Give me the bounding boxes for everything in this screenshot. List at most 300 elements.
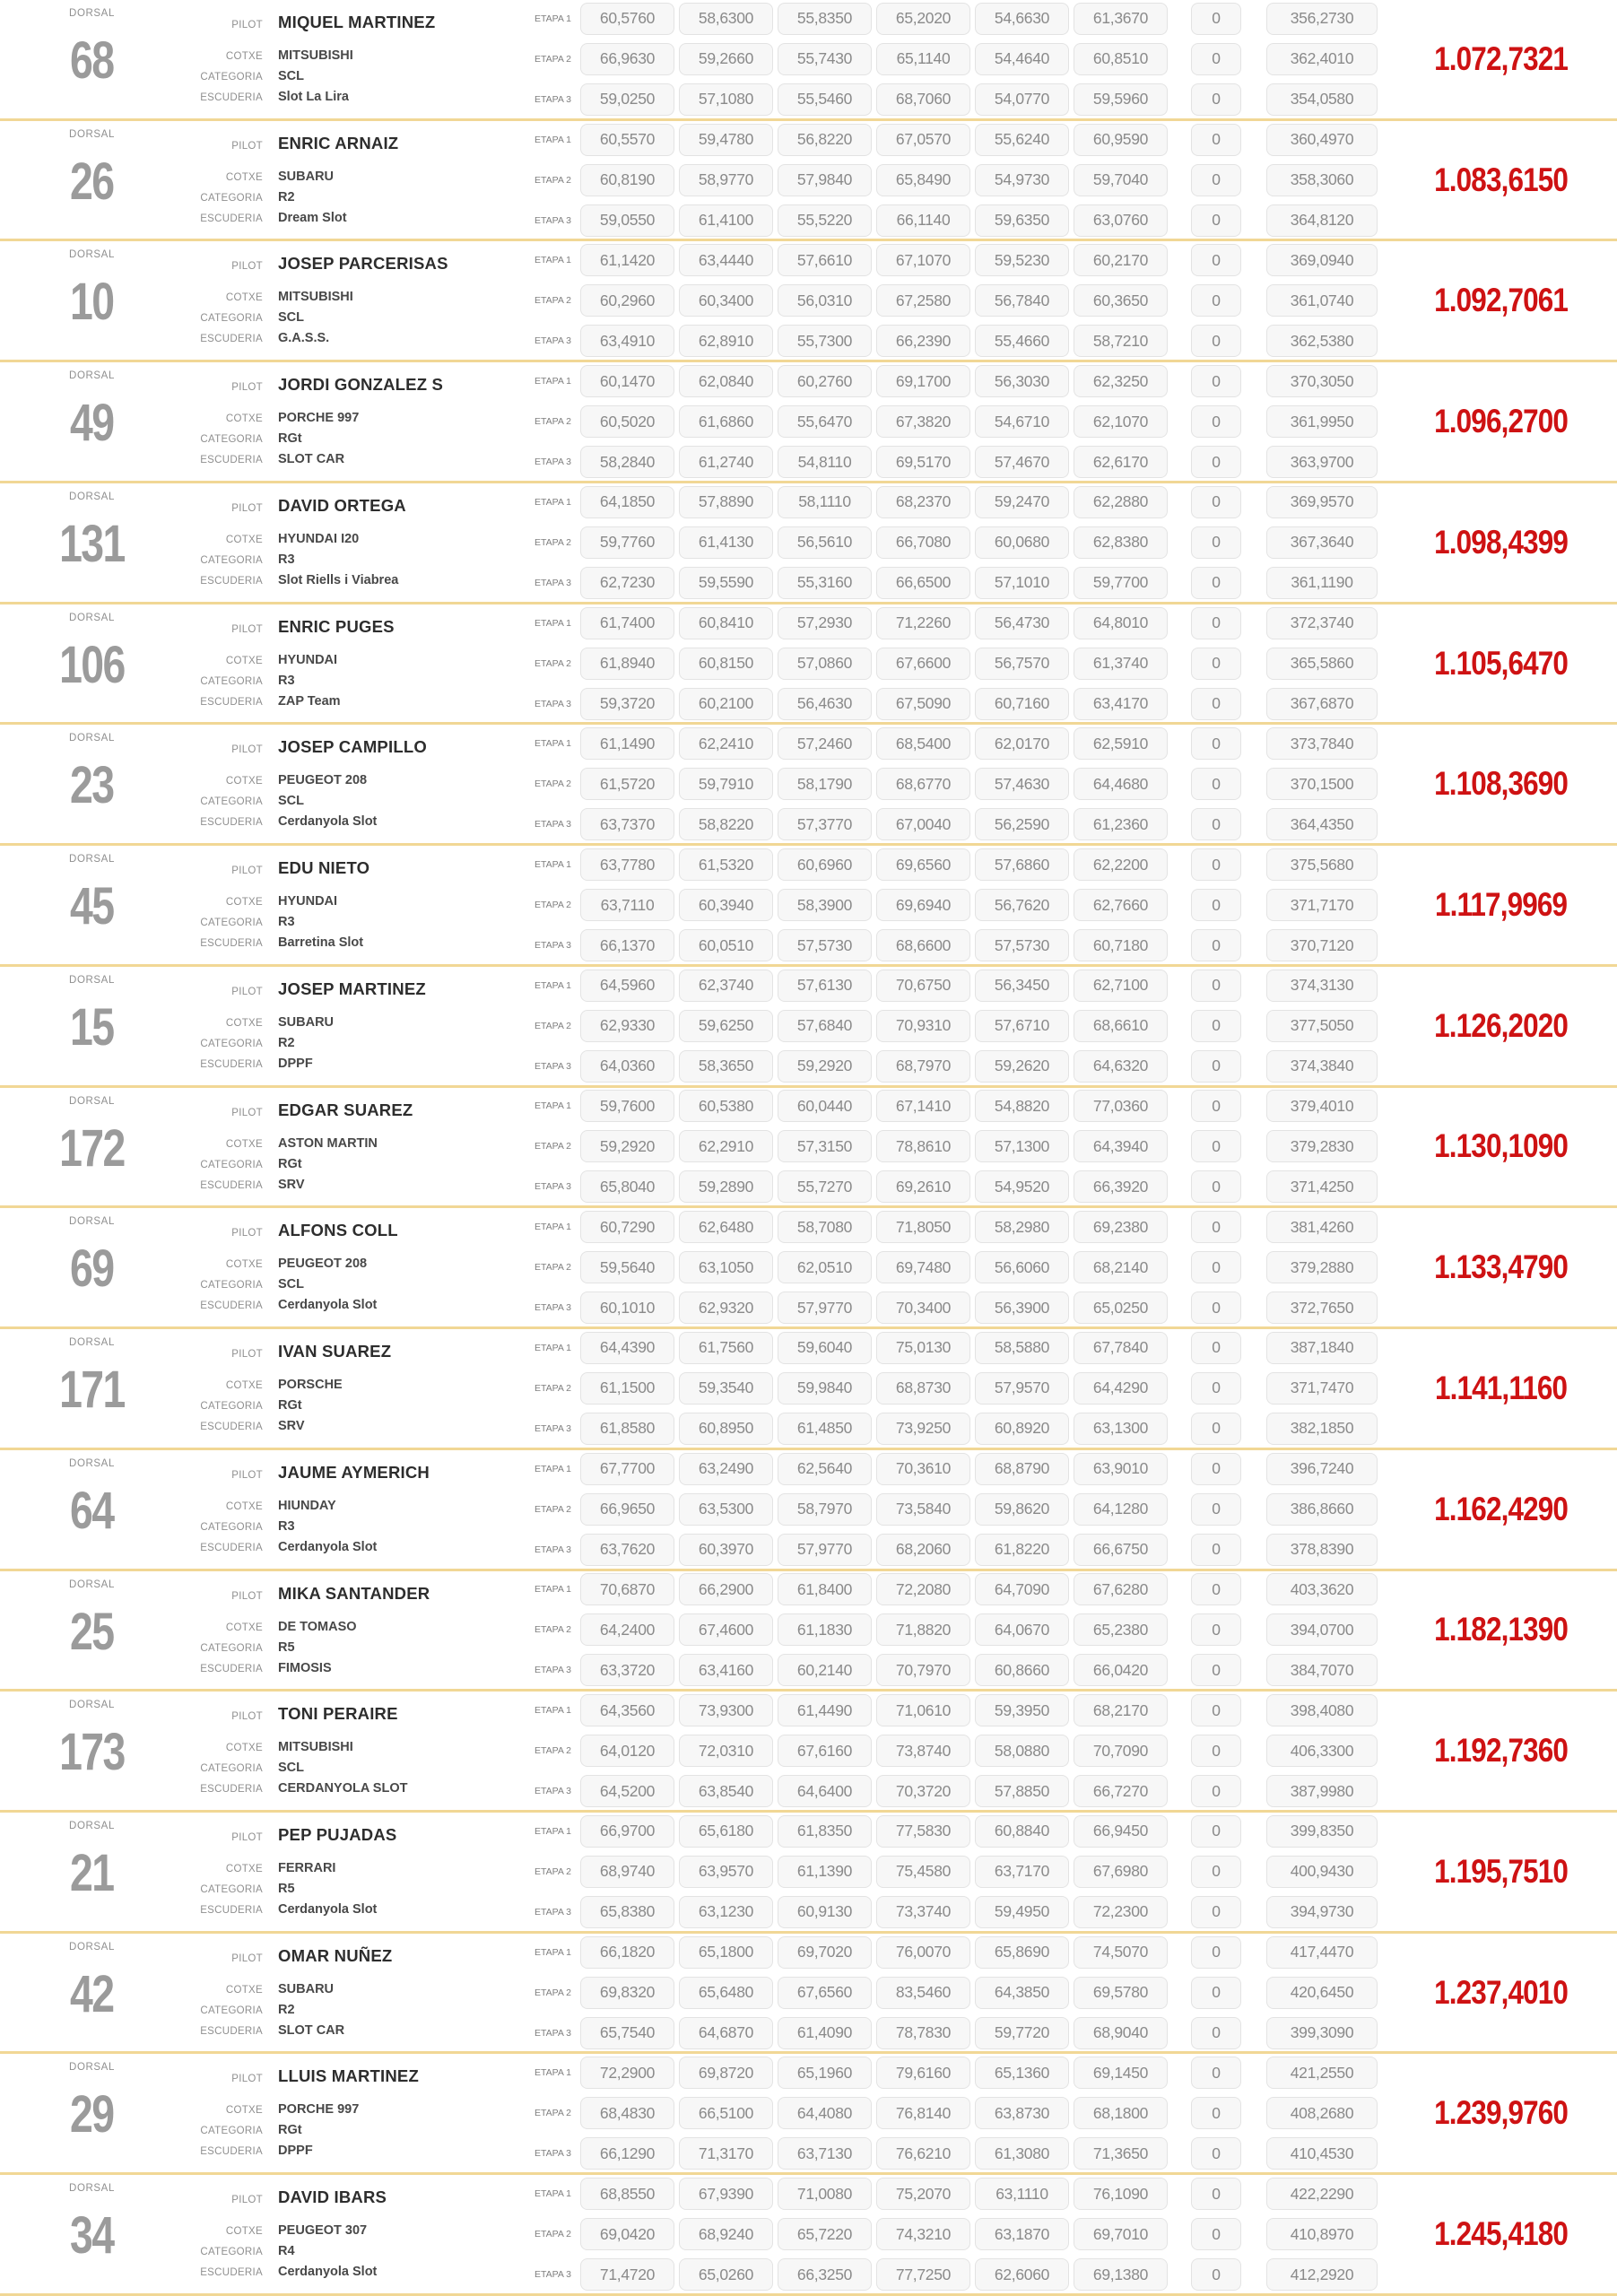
etapa-total-cell: 365,5860	[1266, 648, 1378, 680]
etapa-total-cell: 377,5050	[1266, 1010, 1378, 1042]
dorsal-column	[0, 2054, 184, 2172]
cotxe-line	[184, 287, 525, 308]
etapa-total-cell: 367,3640	[1266, 526, 1378, 559]
etapa-row	[525, 1090, 1386, 1122]
time-cell: 76,8140	[876, 2097, 970, 2129]
time-cell: 63,8540	[679, 1775, 773, 1807]
time-cell: 57,1010	[975, 567, 1069, 599]
time-cell: 64,0120	[580, 1735, 674, 1767]
categoria-value: R4	[278, 2244, 295, 2259]
time-cell: 61,1390	[778, 1856, 872, 1888]
dorsal-number: 15	[70, 997, 114, 1057]
final-total: 1.083,6150	[1434, 161, 1569, 198]
penalty-cell: 0	[1191, 1654, 1241, 1686]
etapa-time-cells	[580, 1856, 1172, 1888]
time-cell: 62,3250	[1074, 365, 1168, 397]
time-cell: 60,0440	[778, 1090, 872, 1122]
categoria-line	[184, 2120, 525, 2141]
escuderia-line	[184, 691, 525, 712]
etapa-label: ETAPA 2	[534, 1503, 571, 1515]
pilot-label: PILOT	[231, 2074, 263, 2085]
pilot-name: EDGAR SUAREZ	[278, 1100, 413, 1119]
time-cell: 59,7600	[580, 1090, 674, 1122]
escuderia-value: SRV	[278, 1177, 305, 1192]
dorsal-column	[0, 362, 184, 481]
etapa-row	[525, 1493, 1386, 1526]
cotxe-line	[184, 770, 525, 791]
time-cell: 64,4680	[1074, 768, 1168, 800]
etapa-total-cell: 408,2680	[1266, 2097, 1378, 2129]
time-cell: 59,7910	[679, 768, 773, 800]
time-cell: 63,7370	[580, 808, 674, 840]
penalty-cell: 0	[1191, 929, 1241, 961]
time-cell: 59,2660	[679, 43, 773, 75]
etapa-label: ETAPA 3	[534, 2148, 571, 2160]
etapa-total-cell: 370,7120	[1266, 929, 1378, 961]
escuderia-value: Cerdanyola Slot	[278, 1902, 378, 1918]
time-cell: 59,3540	[679, 1372, 773, 1405]
time-cell: 66,6500	[876, 567, 970, 599]
time-cell: 67,2580	[876, 284, 970, 317]
pilot-line	[184, 1825, 525, 1848]
time-cell: 64,6400	[778, 1775, 872, 1807]
driver-info	[184, 1571, 525, 1690]
time-cell: 55,5220	[778, 204, 872, 237]
time-cell: 70,7970	[876, 1654, 970, 1686]
etapa-times	[525, 1208, 1386, 1326]
time-cell: 62,1070	[1074, 405, 1168, 438]
cotxe-line	[184, 1254, 525, 1274]
cotxe-value: MITSUBISHI	[278, 48, 353, 63]
categoria-line	[184, 912, 525, 933]
time-cell: 65,1800	[679, 1936, 773, 1969]
etapa-total-cell: 381,4260	[1266, 1211, 1378, 1243]
time-cell: 66,1290	[580, 2137, 674, 2170]
penalty-cell: 0	[1191, 1977, 1241, 2009]
time-cell: 68,2060	[876, 1534, 970, 1566]
time-cell: 62,2910	[679, 1130, 773, 1162]
time-cell: 55,6470	[778, 405, 872, 438]
penalty-cell: 0	[1191, 284, 1241, 317]
etapa-time-cells	[580, 3, 1172, 35]
final-total: 1.117,9969	[1435, 886, 1568, 923]
dorsal-number: 34	[70, 2206, 114, 2266]
time-cell: 68,8550	[580, 2178, 674, 2210]
final-column	[1386, 1934, 1617, 2052]
time-cell: 57,6860	[975, 848, 1069, 881]
etapa-time-cells	[580, 889, 1172, 921]
escuderia-label: ESCUDERIA	[200, 696, 263, 708]
dorsal-column	[0, 241, 184, 360]
time-cell: 78,8610	[876, 1130, 970, 1162]
time-cell: 60,2170	[1074, 244, 1168, 276]
cotxe-value: SUBARU	[278, 169, 335, 184]
etapa-label: ETAPA 3	[534, 1060, 571, 1072]
time-cell: 61,4850	[778, 1413, 872, 1445]
etapa-label: ETAPA 2	[534, 174, 571, 186]
driver-info	[184, 2175, 525, 2293]
escuderia-line	[184, 1054, 525, 1074]
escuderia-label: ESCUDERIA	[200, 2267, 263, 2279]
dorsal-label: DORSAL	[69, 2183, 115, 2195]
categoria-line	[184, 2000, 525, 2021]
time-cell: 61,8350	[778, 1815, 872, 1848]
final-total: 1.195,7510	[1434, 1852, 1569, 1890]
dorsal-number: 171	[59, 1361, 125, 1420]
etapa-times	[525, 604, 1386, 723]
final-total: 1.162,4290	[1434, 1490, 1569, 1527]
etapa-row	[525, 526, 1386, 559]
result-row	[0, 604, 1617, 726]
etapa-total-cell: 379,2830	[1266, 1130, 1378, 1162]
pilot-name: IVAN SUAREZ	[278, 1342, 392, 1361]
time-cell: 60,2100	[679, 688, 773, 720]
result-row	[0, 483, 1617, 604]
time-cell: 60,8950	[679, 1413, 773, 1445]
time-cell: 62,7230	[580, 567, 674, 599]
escuderia-label: ESCUDERIA	[200, 1784, 263, 1796]
categoria-line	[184, 308, 525, 328]
time-cell: 59,3950	[975, 1694, 1069, 1726]
cotxe-value: FERRARI	[278, 1861, 336, 1876]
pilot-label: PILOT	[231, 1590, 263, 1602]
final-column	[1386, 1692, 1617, 1810]
etapa-total-cell: 369,0940	[1266, 244, 1378, 276]
time-cell: 79,6160	[876, 2057, 970, 2089]
etapa-times	[525, 483, 1386, 602]
categoria-value: R3	[278, 1518, 295, 1534]
time-cell: 68,2170	[1074, 1694, 1168, 1726]
etapa-row	[525, 486, 1386, 518]
final-column	[1386, 1088, 1617, 1206]
penalty-cell: 0	[1191, 446, 1241, 478]
time-cell: 62,6060	[975, 2258, 1069, 2291]
time-cell: 65,8380	[580, 1896, 674, 1928]
time-cell: 59,9840	[778, 1372, 872, 1405]
etapa-label: ETAPA 1	[534, 1946, 571, 1958]
escuderia-value: SLOT CAR	[278, 2022, 345, 2038]
penalty-cell: 0	[1191, 607, 1241, 639]
escuderia-value: CERDANYOLA SLOT	[278, 1781, 408, 1796]
time-cell: 63,7130	[778, 2137, 872, 2170]
time-cell: 59,5960	[1074, 83, 1168, 116]
dorsal-column	[0, 1088, 184, 1206]
cotxe-label: COTXE	[225, 655, 263, 666]
etapa-row	[525, 1815, 1386, 1848]
etapa-total-cell: 354,0580	[1266, 83, 1378, 116]
result-row	[0, 241, 1617, 362]
categoria-value: R2	[278, 2002, 295, 2017]
etapa-label: ETAPA 3	[534, 214, 571, 226]
etapa-time-cells	[580, 848, 1172, 881]
penalty-cell: 0	[1191, 1090, 1241, 1122]
etapa-label: ETAPA 2	[534, 416, 571, 428]
etapa-time-cells	[580, 365, 1172, 397]
dorsal-column	[0, 846, 184, 964]
etapa-total-cell: 379,2880	[1266, 1251, 1378, 1283]
etapa-time-cells	[580, 405, 1172, 438]
pilot-label: PILOT	[231, 986, 263, 997]
etapa-time-cells	[580, 1292, 1172, 1324]
driver-info	[184, 1934, 525, 2052]
escuderia-line	[184, 1416, 525, 1437]
time-cell: 61,1490	[580, 727, 674, 760]
etapa-row	[525, 1534, 1386, 1566]
penalty-cell: 0	[1191, 3, 1241, 35]
dorsal-number: 29	[70, 2085, 114, 2144]
dorsal-number: 26	[70, 152, 114, 211]
etapa-label: ETAPA 2	[534, 1141, 571, 1152]
etapa-row	[525, 607, 1386, 639]
etapa-times	[525, 2054, 1386, 2172]
categoria-label: CATEGORIA	[200, 313, 263, 325]
etapa-total-cell: 372,3740	[1266, 607, 1378, 639]
penalty-cell: 0	[1191, 1292, 1241, 1324]
etapa-times	[525, 725, 1386, 843]
etapa-total-cell: 400,9430	[1266, 1856, 1378, 1888]
etapa-label: ETAPA 1	[534, 1342, 571, 1353]
time-cell: 76,0070	[876, 1936, 970, 1969]
time-cell: 57,6610	[778, 244, 872, 276]
pilot-name: MIQUEL MARTINEZ	[278, 13, 436, 31]
time-cell: 68,9740	[580, 1856, 674, 1888]
time-cell: 66,3920	[1074, 1170, 1168, 1203]
result-row	[0, 1329, 1617, 1450]
time-cell: 61,3740	[1074, 648, 1168, 680]
time-cell: 64,6870	[679, 2017, 773, 2049]
time-cell: 64,4390	[580, 1332, 674, 1364]
etapa-time-cells	[580, 607, 1172, 639]
etapa-label: ETAPA 3	[534, 93, 571, 105]
cotxe-value: HYUNDAI I20	[278, 531, 360, 546]
etapa-label: ETAPA 2	[534, 53, 571, 65]
etapa-row	[525, 2218, 1386, 2250]
etapa-total-cell: 399,8350	[1266, 1815, 1378, 1848]
time-cell: 69,6940	[876, 889, 970, 921]
escuderia-value: Barretina Slot	[278, 935, 364, 951]
etapa-total-cell: 371,7470	[1266, 1372, 1378, 1405]
time-cell: 60,3650	[1074, 284, 1168, 317]
time-cell: 66,9650	[580, 1493, 674, 1526]
etapa-label: ETAPA 1	[534, 1705, 571, 1717]
dorsal-number: 173	[59, 1723, 125, 1782]
etapa-time-cells	[580, 808, 1172, 840]
time-cell: 64,1280	[1074, 1493, 1168, 1526]
cotxe-label: COTXE	[225, 1864, 263, 1875]
time-cell: 57,6710	[975, 1010, 1069, 1042]
etapa-label: ETAPA 1	[534, 2067, 571, 2079]
etapa-time-cells	[580, 1372, 1172, 1405]
categoria-label: CATEGORIA	[200, 1038, 263, 1049]
time-cell: 55,6240	[975, 124, 1069, 156]
result-row	[0, 0, 1617, 121]
time-cell: 68,6770	[876, 768, 970, 800]
time-cell: 64,6320	[1074, 1050, 1168, 1083]
time-cell: 63,8730	[975, 2097, 1069, 2129]
time-cell: 58,5880	[975, 1332, 1069, 1364]
penalty-cell: 0	[1191, 1735, 1241, 1767]
dorsal-column	[0, 1450, 184, 1569]
dorsal-label: DORSAL	[69, 1457, 115, 1469]
time-cell: 63,7170	[975, 1856, 1069, 1888]
penalty-cell: 0	[1191, 1050, 1241, 1083]
time-cell: 58,8220	[679, 808, 773, 840]
driver-info	[184, 1329, 525, 1448]
penalty-cell: 0	[1191, 124, 1241, 156]
time-cell: 74,3210	[876, 2218, 970, 2250]
cotxe-value: PORCHE 997	[278, 2102, 360, 2118]
etapa-label: ETAPA 2	[534, 295, 571, 307]
time-cell: 74,5070	[1074, 1936, 1168, 1969]
final-total: 1.133,4790	[1434, 1248, 1569, 1286]
cotxe-label: COTXE	[225, 1984, 263, 1996]
time-cell: 66,9700	[580, 1815, 674, 1848]
driver-info	[184, 725, 525, 843]
etapa-time-cells	[580, 1694, 1172, 1726]
time-cell: 66,1820	[580, 1936, 674, 1969]
time-cell: 61,4090	[778, 2017, 872, 2049]
time-cell: 57,5730	[975, 929, 1069, 961]
categoria-line	[184, 671, 525, 691]
pilot-line	[184, 2066, 525, 2089]
time-cell: 59,7040	[1074, 164, 1168, 196]
time-cell: 67,7840	[1074, 1332, 1168, 1364]
time-cell: 60,6960	[778, 848, 872, 881]
etapa-time-cells	[580, 1775, 1172, 1807]
final-total: 1.126,2020	[1434, 1006, 1569, 1044]
etapa-label: ETAPA 2	[534, 2229, 571, 2240]
etapa-row	[525, 1130, 1386, 1162]
cotxe-label: COTXE	[225, 2105, 263, 2117]
etapa-label: ETAPA 2	[534, 1987, 571, 1998]
final-column	[1386, 846, 1617, 964]
etapa-time-cells	[580, 1251, 1172, 1283]
cotxe-line	[184, 1737, 525, 1758]
time-cell: 63,4160	[679, 1654, 773, 1686]
pilot-line	[184, 1584, 525, 1606]
etapa-label: ETAPA 2	[534, 778, 571, 790]
time-cell: 63,3720	[580, 1654, 674, 1686]
time-cell: 61,1500	[580, 1372, 674, 1405]
dorsal-column	[0, 2175, 184, 2293]
dorsal-number: 10	[70, 273, 114, 332]
etapa-time-cells	[580, 1413, 1172, 1445]
time-cell: 56,0310	[778, 284, 872, 317]
time-cell: 69,1380	[1074, 2258, 1168, 2291]
time-cell: 56,4730	[975, 607, 1069, 639]
escuderia-value: Dream Slot	[278, 210, 347, 225]
etapa-total-cell: 412,2920	[1266, 2258, 1378, 2291]
time-cell: 68,9040	[1074, 2017, 1168, 2049]
time-cell: 61,5720	[580, 768, 674, 800]
time-cell: 62,7660	[1074, 889, 1168, 921]
dorsal-label: DORSAL	[69, 1095, 115, 1107]
etapa-time-cells	[580, 1815, 1172, 1848]
etapa-label: ETAPA 1	[534, 1463, 571, 1474]
etapa-total-cell: 370,3050	[1266, 365, 1378, 397]
time-cell: 63,1300	[1074, 1413, 1168, 1445]
time-cell: 67,5090	[876, 688, 970, 720]
time-cell: 62,2200	[1074, 848, 1168, 881]
cotxe-label: COTXE	[225, 1500, 263, 1512]
etapa-time-cells	[580, 124, 1172, 156]
final-column	[1386, 121, 1617, 239]
pilot-line	[184, 1946, 525, 1969]
etapa-total-cell: 371,4250	[1266, 1170, 1378, 1203]
etapa-total-cell: 374,3840	[1266, 1050, 1378, 1083]
etapa-row	[525, 3, 1386, 35]
etapa-time-cells	[580, 1090, 1172, 1122]
time-cell: 61,4100	[679, 204, 773, 237]
penalty-cell: 0	[1191, 1130, 1241, 1162]
etapa-label: ETAPA 3	[534, 1302, 571, 1314]
time-cell: 61,7560	[679, 1332, 773, 1364]
time-cell: 55,7300	[778, 325, 872, 357]
time-cell: 62,8380	[1074, 526, 1168, 559]
etapa-times	[525, 362, 1386, 481]
final-column	[1386, 1329, 1617, 1448]
etapa-total-cell: 367,6870	[1266, 688, 1378, 720]
time-cell: 61,4130	[679, 526, 773, 559]
dorsal-column	[0, 1329, 184, 1448]
pilot-label: PILOT	[231, 502, 263, 514]
etapa-row	[525, 1936, 1386, 1969]
etapa-row	[525, 1453, 1386, 1485]
time-cell: 58,3900	[778, 889, 872, 921]
time-cell: 59,2470	[975, 486, 1069, 518]
driver-info	[184, 1088, 525, 1206]
final-total: 1.092,7061	[1434, 282, 1569, 319]
result-row	[0, 2054, 1617, 2175]
etapa-label: ETAPA 1	[534, 1100, 571, 1112]
pilot-name: DAVID ORTEGA	[278, 495, 406, 515]
penalty-cell: 0	[1191, 2258, 1241, 2291]
time-cell: 66,0420	[1074, 1654, 1168, 1686]
time-cell: 56,7840	[975, 284, 1069, 317]
time-cell: 55,3160	[778, 567, 872, 599]
pilot-line	[184, 254, 525, 276]
time-cell: 72,2080	[876, 1573, 970, 1605]
penalty-cell: 0	[1191, 1573, 1241, 1605]
penalty-cell: 0	[1191, 727, 1241, 760]
dorsal-label: DORSAL	[69, 370, 115, 382]
pilot-line	[184, 13, 525, 35]
etapa-row	[525, 43, 1386, 75]
final-total: 1.182,1390	[1434, 1611, 1569, 1648]
escuderia-label: ESCUDERIA	[200, 817, 263, 829]
time-cell: 64,1850	[580, 486, 674, 518]
time-cell: 60,9130	[778, 1896, 872, 1928]
cotxe-line	[184, 408, 525, 429]
pilot-name: JOSEP MARTINEZ	[278, 978, 426, 998]
etapa-row	[525, 1977, 1386, 2009]
time-cell: 63,4170	[1074, 688, 1168, 720]
etapa-total-cell: 410,4530	[1266, 2137, 1378, 2170]
time-cell: 58,6300	[679, 3, 773, 35]
pilot-name: JOSEP CAMPILLO	[278, 737, 427, 757]
etapa-label: ETAPA 2	[534, 1262, 571, 1274]
time-cell: 60,9590	[1074, 124, 1168, 156]
penalty-cell: 0	[1191, 848, 1241, 881]
penalty-cell: 0	[1191, 405, 1241, 438]
etapa-time-cells	[580, 727, 1172, 760]
final-column	[1386, 1571, 1617, 1690]
cotxe-line	[184, 167, 525, 187]
time-cell: 61,8400	[778, 1573, 872, 1605]
penalty-cell: 0	[1191, 970, 1241, 1002]
time-cell: 66,2390	[876, 325, 970, 357]
etapa-time-cells	[580, 244, 1172, 276]
